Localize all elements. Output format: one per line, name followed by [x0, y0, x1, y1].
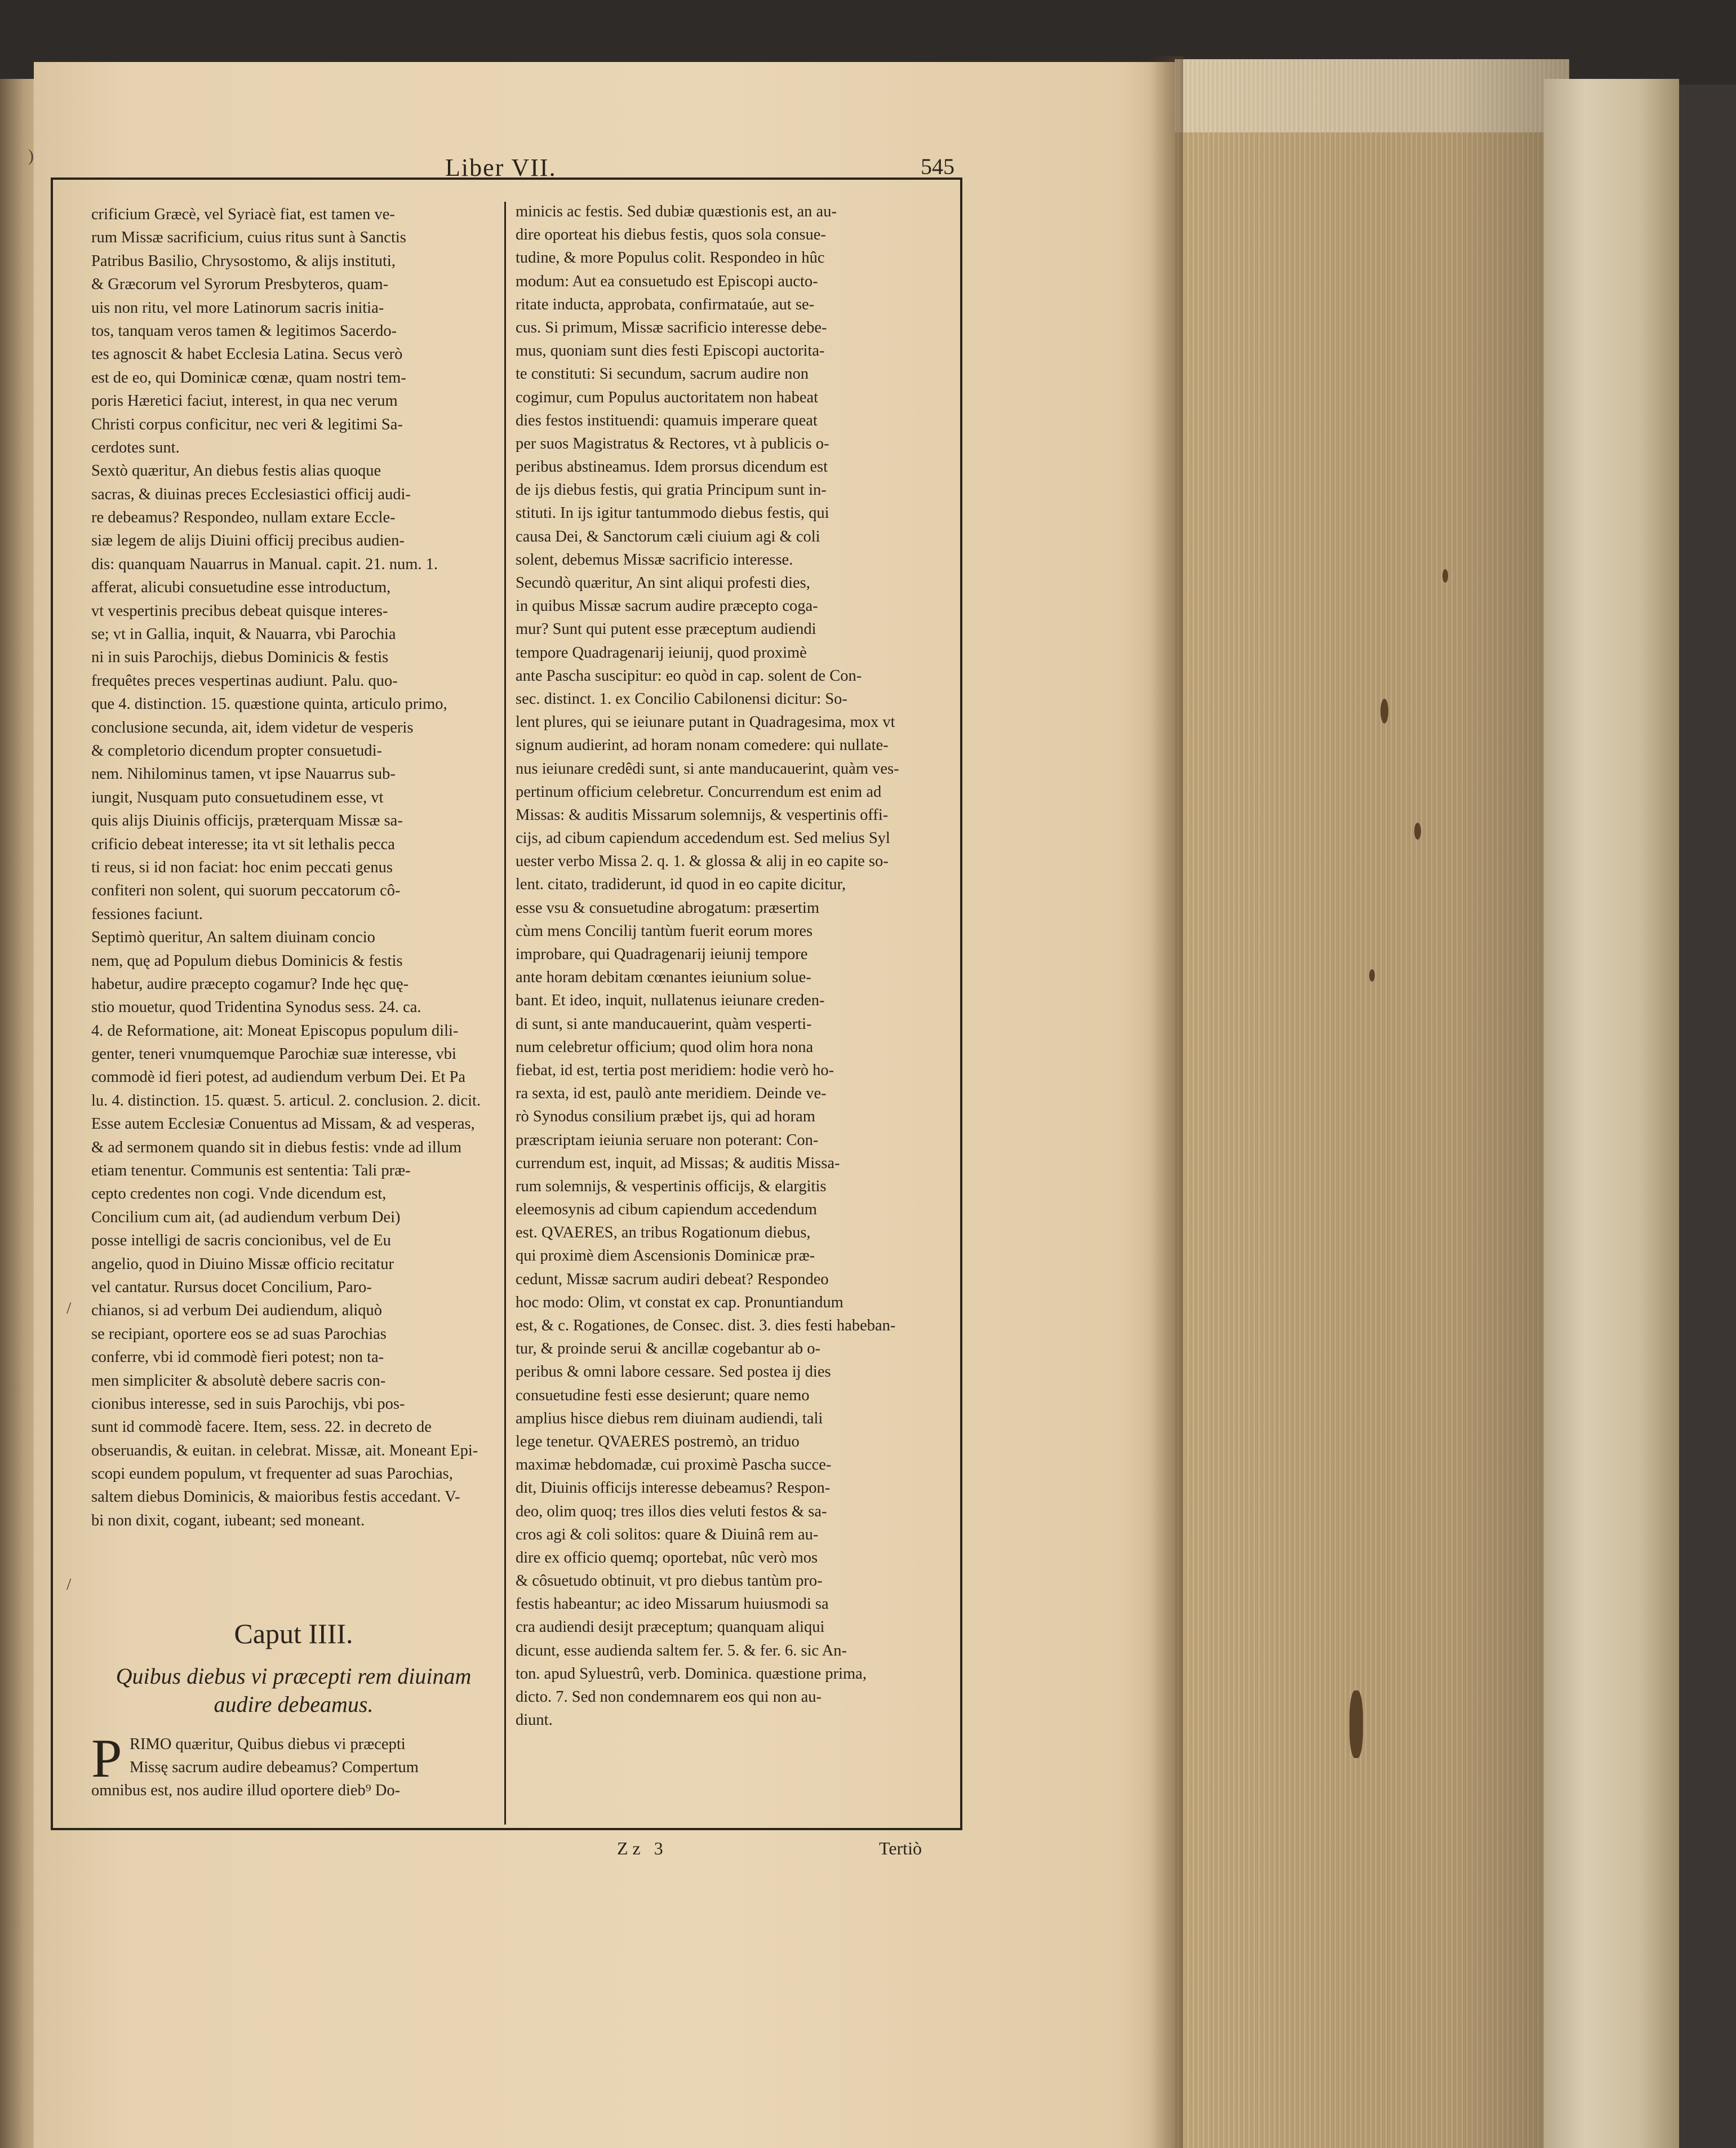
text-line: ante horam debitam cœnantes ieiunium solue- [516, 969, 811, 987]
text-line: cijs, ad cibum capiendum accedendum est. Sed melius Syl [516, 829, 890, 847]
ink-stain [1349, 1690, 1363, 1758]
text-line: omnibus est, nos audire illud oportere dieb⁹ Do- [91, 1782, 401, 1799]
text-line: & completorio dicendum propter consuetudi- [91, 742, 383, 760]
text-line: saltem diebus Dominicis, & maioribus festis accedant. V- [91, 1488, 460, 1506]
text-line: cùm mens Concilij tantùm fuerit eorum mores [516, 922, 813, 940]
text-line: rò Synodus consilium præbet ijs, qui ad horam [516, 1108, 815, 1126]
text-line: eleemosynis ad cibum capiendum accedendum [516, 1201, 817, 1219]
text-line: dire ex officio quemq; oportebat, nûc verò mos [516, 1548, 818, 1566]
text-line: modum: Aut ea consuetudo est Episcopi aucto- [516, 272, 818, 290]
text-line: dies festos instituendi: quamuis imperare queat [516, 411, 818, 429]
text-line: in quibus Missæ sacrum audire præcepto coga- [516, 597, 818, 615]
text-line: vel cantatur. Rursus docet Concilium, Paro- [91, 1278, 372, 1296]
ink-stain [1442, 569, 1448, 583]
text-line: & ad sermonem quando sit in diebus festis: vnde ad illum [91, 1138, 461, 1156]
text-line: Sextò quæritur, An diebus festis alias quoque [91, 462, 381, 480]
text-line: maximæ hebdomadæ, cui proximè Pascha succe- [516, 1456, 832, 1474]
text-line: tur, & proinde serui & ancillæ cogebantur ab o- [516, 1340, 820, 1358]
text-line: confiteri non solent, qui suorum peccatorum cô- [91, 882, 401, 900]
text-line: rum Missæ sacrificium, cuius ritus sunt à Sanctis [91, 229, 406, 247]
text-line: uis non ritu, vel more Latinorum sacris initia- [91, 299, 384, 317]
text-line: consuetudine festi esse desierunt; quare nemo [516, 1386, 810, 1404]
text-line: Missę sacrum audire debeamus? Compertum [130, 1759, 419, 1776]
text-line: ti reus, si id non faciat: hoc enim peccati genus [91, 858, 393, 876]
page-block-shade [1175, 59, 1569, 2148]
text-line: Christi corpus conficitur, nec veri & legitimi Sa- [91, 415, 403, 433]
text-line: lent plures, qui se ieiunare putant in Quadragesima, mox vt [516, 713, 895, 731]
text-line: Esse autem Ecclesiæ Conuentus ad Missam, & ad vesperas, [91, 1115, 475, 1133]
margin-mark: / [66, 1299, 72, 1317]
chapter-opening [91, 1728, 496, 1802]
text-line: re debeamus? Respondeo, nullam extare Eccle- [91, 509, 396, 527]
text-line: frequêtes preces vespertinas audiunt. Palu. quo- [91, 672, 398, 690]
text-line: ton. apud Syluestrû, verb. Dominica. quæstione prima, [516, 1665, 867, 1683]
text-line: amplius hisce diebus rem diuinam audiendi, tali [516, 1409, 823, 1427]
text-line: crificium Græcè, vel Syriacè fiat, est tamen ve- [91, 206, 395, 223]
text-line: iungit, Nusquam puto consuetudinem esse, vt [91, 788, 384, 806]
text-line: cogimur, cum Populus auctoritatem non habeat [516, 388, 819, 406]
page-number: 545 [921, 154, 954, 179]
text-line: bi non dixit, cogant, iubeant; sed moneant. [91, 1511, 365, 1529]
text-line: cros agi & coli solitos: quare & Diuinâ rem au- [516, 1525, 819, 1543]
text-line: festis habeantur; ac ideo Missarum huiusmodi sa [516, 1595, 829, 1613]
text-line: deo, olim quoq; tres illos dies veluti festos & sa- [516, 1502, 827, 1520]
text-line: se recipiant, oportere eos se ad suas Parochias [91, 1325, 387, 1343]
text-line: ritate inducta, approbata, confirmataúe, aut se- [516, 295, 815, 313]
text-line: angelio, quod in Diuino Missæ officio recitatur [91, 1255, 394, 1273]
chapter-subheading [91, 1662, 496, 1719]
text-line: Patribus Basilio, Chrysostomo, & alijs instituti, [91, 252, 396, 270]
text-line: sec. distinct. 1. ex Concilio Cabilonensi dicitur: So- [516, 690, 847, 708]
text-line: cerdotes sunt. [91, 438, 180, 456]
text-line: uester verbo Missa 2. q. 1. & glossa & alij in eo capite so- [516, 853, 889, 871]
text-line: peribus abstineamus. Idem prorsus dicendum est [516, 458, 828, 476]
text-line: cus. Si primum, Missæ sacrificio interesse debe- [516, 318, 827, 336]
ink-stain [1380, 699, 1388, 724]
text-line: peribus & omni labore cessare. Sed postea ij dies [516, 1363, 831, 1381]
running-head-title: Liber VII. [445, 154, 557, 181]
text-line: bant. Et ideo, inquit, nullatenus ieiunare creden- [516, 992, 825, 1010]
text-line: ni in suis Parochijs, diebus Dominicis & festis [91, 649, 389, 667]
text-line: nem. Nihilominus tamen, vt ipse Nauarrus sub- [91, 765, 396, 783]
text-line: cra audiendi desijt præceptum; quanquam aliqui [516, 1618, 825, 1636]
text-line: lent. citato, tradiderunt, id quod in eo capite dicitur, [516, 876, 846, 894]
text-line: sacras, & diuinas preces Ecclesiastici officij audi- [91, 485, 411, 503]
text-line: Secundò quæritur, An sint aliqui profesti dies, [516, 574, 810, 592]
text-line: est de eo, qui Dominicæ cœnæ, quam nostri tem- [91, 369, 406, 387]
margin-mark: / [66, 1575, 72, 1594]
text-line: cepto credentes non cogi. Vnde dicendum est, [91, 1185, 387, 1203]
signature-mark: Zz 3 [617, 1838, 668, 1858]
text-line: num celebretur officium; quod olim hora nona [516, 1038, 814, 1056]
gutter-shadow [1149, 56, 1183, 2148]
text-line: hoc modo: Olim, vt constat ex cap. Pronuntiandum [516, 1293, 843, 1311]
chapter-heading: Caput IIII. [234, 1618, 353, 1649]
right-column [516, 200, 949, 1732]
text-line: tes agnoscit & habet Ecclesia Latina. Secus verò [91, 345, 403, 363]
text-line: causa Dei, & Sanctorum cæli ciuium agi & coli [516, 527, 820, 545]
text-line: obseruandis, & euitan. in celebrat. Missæ, ait. Moneant Epi- [91, 1441, 478, 1459]
text-line: præscriptam ieiunia seruare non poterant: Con- [516, 1131, 819, 1149]
text-line: Concilium cum ait, (ad audiendum verbum Dei) [91, 1208, 401, 1226]
text-line: 4. de Reformatione, ait: Moneat Episcopus populum dili- [91, 1022, 459, 1040]
text-line: pertinum officium celebretur. Concurrendum est enim ad [516, 783, 882, 801]
text-line: nem, quę ad Populum diebus Dominicis & festis [91, 952, 403, 970]
text-line: de ijs diebus festis, qui gratia Principum sunt in- [516, 481, 827, 499]
text-line: dire oporteat his diebus festis, quos sola consue- [516, 226, 826, 244]
text-line: fiebat, id est, tertia post meridiem: hodie verò ho- [516, 1061, 834, 1079]
text-line: etiam tenentur. Communis est sententia: Tali præ- [91, 1162, 411, 1180]
text-line: per suos Magistratus & Rectores, vt à publicis o- [516, 434, 829, 452]
left-column [91, 203, 496, 1532]
text-line: & Græcorum vel Syrorum Presbyteros, quam- [91, 276, 389, 294]
text-line: habetur, audire præcepto cogamur? Inde hęc quę- [91, 975, 409, 993]
text-line: vt vespertinis precibus debeat quisque interes- [91, 602, 388, 620]
text-line: mus, quoniam sunt dies festi Episcopi auctorita- [516, 342, 825, 360]
text-line: solent, debemus Missæ sacrificio interesse. [516, 551, 793, 569]
margin-mark: ) [28, 147, 34, 165]
text-line: men simpliciter & absolutè debere sacris con- [91, 1372, 386, 1390]
text-line: est. QVAERES, an tribus Rogationum diebus, [516, 1224, 811, 1242]
text-line: esse vsu & consuetudine abrogatum: præsertim [516, 899, 820, 917]
text-line: & côsuetudo obtinuit, vt pro diebus tantùm pro- [516, 1572, 823, 1590]
text-line: siæ legem de alijs Diuini officij precibus audien- [91, 532, 405, 550]
text-line: cedunt, Missæ sacrum audiri debeat? Respondeo [516, 1270, 829, 1288]
catchword: Tertiò [879, 1838, 922, 1858]
text-line: fessiones faciunt. [91, 905, 203, 923]
text-line: mur? Sunt qui putent esse præceptum audiendi [516, 620, 816, 638]
text-line: qui proximè diem Ascensionis Dominicæ præ- [516, 1247, 815, 1265]
text-line: conferre, vbi id commodè fieri potest; non ta- [91, 1348, 384, 1366]
text-line: lege tenetur. QVAERES postremò, an triduo [516, 1432, 800, 1450]
text-line: quis alijs Diuinis officijs, præterquam Missæ sa- [91, 812, 403, 830]
text-line: dicto. 7. Sed non condemnarem eos qui non au- [516, 1688, 822, 1706]
text-line: signum audierint, ad horam nonam comedere: qui nullate- [516, 736, 889, 755]
text-line: crificio debeat interesse; ita vt sit lethalis pecca [91, 835, 395, 853]
text-line: te constituti: Si secundum, sacrum audire non [516, 365, 809, 383]
text-line: afferat, alicubi consuetudine esse introductum, [91, 579, 391, 597]
text-line: RIMO quæritur, Quibus diebus vi præcepti [130, 1736, 406, 1753]
text-line: nus ieiunare credêdi sunt, si ante manducauerint, quàm ves- [516, 760, 899, 778]
text-line: posse intelligi de sacris concionibus, vel de Eu [91, 1232, 391, 1250]
ink-stain [1414, 823, 1421, 840]
text-line: stituti. In ijs igitur tantummodo diebus festis, qui [516, 504, 829, 522]
text-line: tos, tanquam veros tamen & legitimos Sacerdo- [91, 322, 397, 340]
text-line: chianos, si ad verbum Dei audiendum, aliquò [91, 1302, 383, 1320]
text-line: minicis ac festis. Sed dubiæ quæstionis est, an au- [516, 203, 837, 220]
text-line: est, & c. Rogationes, de Consec. dist. 3. dies festi habeban- [516, 1317, 896, 1334]
text-line: dit, Diuinis officijs interesse debeamus? Respon- [516, 1479, 831, 1497]
running-head [51, 153, 958, 179]
text-line: diunt. [516, 1711, 553, 1729]
chapter-subheading-line: Quibus diebus vi præcepti rem diuinam [116, 1663, 472, 1689]
text-line: poris Hæretici faciut, interest, in qua nec verum [91, 392, 398, 410]
text-line: genter, teneri vnumquemque Parochiæ suæ interesse, vbi [91, 1045, 456, 1063]
text-line: rum solemnijs, & vespertinis officijs, & elargitis [516, 1177, 827, 1195]
text-line: cionibus interesse, sed in suis Parochijs, vbi pos- [91, 1395, 405, 1413]
text-line: conclusione secunda, ait, idem videtur de vesperis [91, 718, 414, 736]
text-line: improbare, qui Quadragenarij ieiunij tempore [516, 946, 808, 963]
text-line: scopi eundem populum, vt frequenter ad suas Parochias, [91, 1465, 453, 1483]
text-line: dicunt, esse audienda saltem fer. 5. & fer. 6. sic An- [516, 1641, 847, 1659]
text-line: dis: quanquam Nauarrus in Manual. capit. 21. num. 1. [91, 555, 438, 573]
ink-stain [1369, 969, 1375, 982]
text-line: stio mouetur, quod Tridentina Synodus sess. 24. ca. [91, 998, 421, 1017]
text-line: ra sexta, id est, paulò ante meridiem. Deinde ve- [516, 1085, 827, 1103]
text-line: commodè id fieri potest, ad audiendum verbum Dei. Et Pa [91, 1068, 466, 1086]
column-divider [504, 202, 506, 1825]
text-line: se; vt in Gallia, inquit, & Nauarra, vbi Parochia [91, 625, 396, 643]
text-line: tudine, & more Populus colit. Respondeo in hûc [516, 249, 825, 267]
text-line: Missas: & auditis Missarum solemnijs, & vespertinis offi- [516, 806, 889, 824]
text-line: ante Pascha suscipitur: eo quòd in cap. solent de Con- [516, 667, 862, 685]
text-line: di sunt, si ante manducauerint, quàm vesperti- [516, 1015, 812, 1033]
text-line: tempore Quadragenarij ieiunij, quod proximè [516, 643, 807, 662]
text-line: sunt id commodè facere. Item, sess. 22. in decreto de [91, 1418, 432, 1436]
text-line: currendum est, inquit, ad Missas; & auditis Missa- [516, 1154, 840, 1172]
text-line: que 4. distinction. 15. quæstione quinta, articulo primo, [91, 695, 447, 713]
parchment-cover [1544, 79, 1679, 2148]
text-line: lu. 4. distinction. 15. quæst. 5. articul. 2. conclusion. 2. dicit. [91, 1091, 481, 1109]
text-line: Septimò queritur, An saltem diuinam concio [91, 929, 375, 947]
chapter-subheading-line: audire debeamus. [214, 1692, 374, 1717]
drop-cap: P [91, 1728, 122, 1789]
